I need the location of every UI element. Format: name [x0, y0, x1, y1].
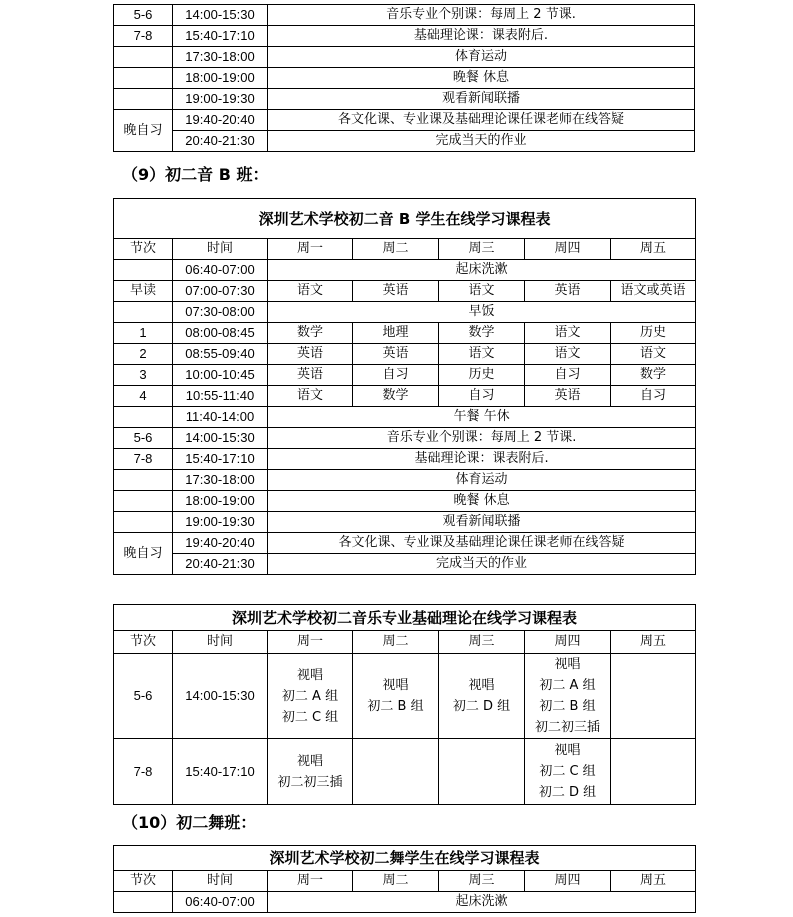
time-cell: 20:40-21:30 — [173, 554, 268, 575]
column-header: 节次 — [114, 871, 173, 892]
time-cell: 20:40-21:30 — [173, 131, 268, 152]
schedule-table-b — [113, 198, 696, 575]
subject-cell: 英语 — [268, 365, 353, 386]
table-row — [114, 26, 695, 47]
class-cell — [353, 739, 439, 805]
class-cell — [439, 654, 525, 739]
time-cell: 18:00-19:00 — [173, 68, 268, 89]
class-cell — [611, 654, 696, 739]
class-cell — [525, 654, 611, 739]
table-row — [114, 323, 696, 344]
period-cell: 5-6 — [114, 5, 173, 26]
subject-cell: 自习 — [353, 365, 439, 386]
table-row — [114, 491, 696, 512]
time-cell: 10:00-10:45 — [173, 365, 268, 386]
period-cell: 5-6 — [114, 428, 173, 449]
column-header: 周五 — [611, 871, 696, 892]
theory-schedule-table — [113, 604, 696, 805]
subject-cell: 英语 — [525, 281, 611, 302]
time-cell: 17:30-18:00 — [173, 47, 268, 68]
table-title: 深圳艺术学校初二音乐专业基础理论在线学习课程表 — [114, 605, 696, 631]
table-row — [114, 131, 695, 152]
subject-cell: 历史 — [611, 323, 696, 344]
activity-cell: 基础理论课：课表附后. — [268, 26, 695, 47]
cell-line: 视唱 — [296, 667, 323, 683]
table-row — [114, 68, 695, 89]
class-cell — [268, 739, 353, 805]
section-heading-10: （10）初二舞班： — [122, 813, 257, 832]
subject-cell: 语文 — [611, 344, 696, 365]
period-cell: 晚自习 — [114, 110, 173, 152]
period-cell: 早读 — [114, 281, 173, 302]
subject-cell: 英语 — [353, 281, 439, 302]
class-cell — [439, 739, 525, 805]
time-cell: 19:00-19:30 — [173, 89, 268, 110]
time-cell: 14:00-15:30 — [173, 5, 268, 26]
cell-line: 初二 B 组 — [539, 699, 596, 714]
subject-cell: 自习 — [525, 365, 611, 386]
class-cell — [611, 739, 696, 805]
activity-cell: 晚餐 休息 — [268, 491, 696, 512]
subject-cell: 英语 — [268, 344, 353, 365]
cell-line: 视唱 — [554, 657, 581, 672]
subject-cell: 历史 — [439, 365, 525, 386]
column-header: 周五 — [611, 631, 696, 654]
column-header: 节次 — [114, 239, 173, 260]
table-row — [114, 739, 696, 805]
table-row — [114, 47, 695, 68]
period-cell — [114, 302, 173, 323]
period-cell — [114, 47, 173, 68]
cell-line: 初二 C 组 — [281, 709, 339, 725]
activity-cell: 观看新闻联播 — [268, 89, 695, 110]
activity-cell: 完成当天的作业 — [268, 131, 695, 152]
time-cell: 10:55-11:40 — [173, 386, 268, 407]
column-header: 周一 — [268, 239, 353, 260]
cell-line: 初二初三插 — [277, 774, 343, 790]
time-cell: 06:40-07:00 — [173, 260, 268, 281]
time-cell: 19:00-19:30 — [173, 512, 268, 533]
column-header: 周二 — [353, 871, 439, 892]
activity-cell: 完成当天的作业 — [268, 554, 696, 575]
activity-cell: 体育运动 — [268, 47, 695, 68]
period-cell — [114, 470, 173, 491]
table-row — [114, 407, 696, 428]
activity-cell: 午餐 午休 — [268, 407, 696, 428]
activity-cell: 观看新闻联播 — [268, 512, 696, 533]
table-row — [114, 89, 695, 110]
column-header: 节次 — [114, 631, 173, 654]
time-cell: 15:40-17:10 — [173, 739, 268, 805]
column-header: 周三 — [439, 631, 525, 654]
activity-cell: 基础理论课：课表附后. — [268, 449, 696, 470]
time-cell: 19:40-20:40 — [173, 533, 268, 554]
period-cell: 7-8 — [114, 26, 173, 47]
subject-cell: 自习 — [611, 386, 696, 407]
class-cell — [353, 654, 439, 739]
subject-cell: 语文 — [268, 281, 353, 302]
period-cell — [114, 491, 173, 512]
period-cell — [114, 512, 173, 533]
cell-line: 视唱 — [468, 678, 495, 693]
table-row — [114, 302, 696, 323]
cell-line: 初二 D 组 — [452, 699, 511, 714]
table-row — [114, 449, 696, 470]
table-row — [114, 5, 695, 26]
table-title-row — [114, 846, 696, 871]
activity-cell: 各文化课、专业课及基础理论课任课老师在线答疑 — [268, 110, 695, 131]
subject-cell: 自习 — [439, 386, 525, 407]
section-heading-9: （9）初二音 B 班： — [122, 165, 269, 184]
subject-cell: 语文 — [268, 386, 353, 407]
table-row — [114, 281, 696, 302]
period-cell: 晚自习 — [114, 533, 173, 575]
column-header: 周三 — [439, 239, 525, 260]
subject-cell: 语文 — [525, 323, 611, 344]
top-schedule-table — [113, 4, 695, 152]
activity-cell: 各文化课、专业课及基础理论课任课老师在线答疑 — [268, 533, 696, 554]
table-row — [114, 892, 696, 913]
time-cell: 19:40-20:40 — [173, 110, 268, 131]
table-title-row — [114, 605, 696, 631]
period-cell: 7-8 — [114, 449, 173, 470]
column-header: 时间 — [173, 239, 268, 260]
subject-cell: 数学 — [353, 386, 439, 407]
column-header: 周五 — [611, 239, 696, 260]
table-row — [114, 654, 696, 739]
time-cell: 11:40-14:00 — [173, 407, 268, 428]
table-row — [114, 533, 696, 554]
subject-cell: 数学 — [268, 323, 353, 344]
subject-cell: 语文 — [525, 344, 611, 365]
time-cell: 15:40-17:10 — [173, 26, 268, 47]
table-row — [114, 386, 696, 407]
time-cell: 18:00-19:00 — [173, 491, 268, 512]
period-cell — [114, 89, 173, 110]
time-cell: 14:00-15:30 — [173, 428, 268, 449]
class-cell — [268, 654, 353, 739]
column-header: 周四 — [525, 631, 611, 654]
period-cell — [114, 68, 173, 89]
table-row — [114, 110, 695, 131]
table-row — [114, 470, 696, 491]
column-header: 时间 — [173, 631, 268, 654]
time-cell: 06:40-07:00 — [173, 892, 268, 913]
subject-cell: 语文 — [439, 344, 525, 365]
column-header: 时间 — [173, 871, 268, 892]
period-cell: 7-8 — [114, 739, 173, 805]
table-header-row — [114, 631, 696, 654]
cell-line: 初二 D 组 — [538, 785, 597, 800]
table-row — [114, 344, 696, 365]
column-header: 周四 — [525, 239, 611, 260]
activity-cell: 起床洗漱 — [268, 892, 696, 913]
column-header: 周一 — [268, 871, 353, 892]
time-cell: 15:40-17:10 — [173, 449, 268, 470]
activity-cell: 早饭 — [268, 302, 696, 323]
period-cell: 4 — [114, 386, 173, 407]
schedule-table-dance — [113, 845, 696, 913]
subject-cell: 数学 — [439, 323, 525, 344]
cell-line: 视唱 — [296, 753, 323, 769]
subject-cell: 地理 — [353, 323, 439, 344]
table-row — [114, 365, 696, 386]
period-cell — [114, 892, 173, 913]
table-header-row — [114, 871, 696, 892]
table-row — [114, 512, 696, 533]
table-title: 深圳艺术学校初二音 B 学生在线学习课程表 — [114, 199, 696, 239]
period-cell: 2 — [114, 344, 173, 365]
period-cell: 5-6 — [114, 654, 173, 739]
cell-line: 视唱 — [554, 743, 581, 758]
table-title-row — [114, 199, 696, 239]
activity-cell: 音乐专业个别课：每周上 2 节课. — [268, 428, 696, 449]
cell-line: 初二初三插 — [534, 720, 600, 735]
subject-cell: 英语 — [525, 386, 611, 407]
activity-cell: 体育运动 — [268, 470, 696, 491]
time-cell: 14:00-15:30 — [173, 654, 268, 739]
time-cell: 07:00-07:30 — [173, 281, 268, 302]
period-cell — [114, 407, 173, 428]
activity-cell: 起床洗漱 — [268, 260, 696, 281]
activity-cell: 音乐专业个别课：每周上 2 节课. — [268, 5, 695, 26]
period-cell — [114, 260, 173, 281]
cell-line: 初二 B 组 — [367, 699, 424, 714]
table-row — [114, 554, 696, 575]
time-cell: 08:00-08:45 — [173, 323, 268, 344]
column-header: 周四 — [525, 871, 611, 892]
subject-cell: 语文或英语 — [611, 281, 696, 302]
column-header: 周二 — [353, 239, 439, 260]
time-cell: 07:30-08:00 — [173, 302, 268, 323]
class-cell — [525, 739, 611, 805]
table-header-row — [114, 239, 696, 260]
cell-line: 视唱 — [382, 678, 409, 693]
column-header: 周三 — [439, 871, 525, 892]
cell-line: 初二 A 组 — [281, 688, 339, 704]
table-title: 深圳艺术学校初二舞学生在线学习课程表 — [114, 846, 696, 871]
cell-line: 初二 A 组 — [539, 678, 596, 693]
table-row — [114, 260, 696, 281]
column-header: 周一 — [268, 631, 353, 654]
cell-line: 初二 C 组 — [539, 764, 596, 779]
time-cell: 17:30-18:00 — [173, 470, 268, 491]
period-cell: 1 — [114, 323, 173, 344]
activity-cell: 晚餐 休息 — [268, 68, 695, 89]
column-header: 周二 — [353, 631, 439, 654]
subject-cell: 数学 — [611, 365, 696, 386]
time-cell: 08:55-09:40 — [173, 344, 268, 365]
period-cell: 3 — [114, 365, 173, 386]
subject-cell: 英语 — [353, 344, 439, 365]
subject-cell: 语文 — [439, 281, 525, 302]
table-row — [114, 428, 696, 449]
